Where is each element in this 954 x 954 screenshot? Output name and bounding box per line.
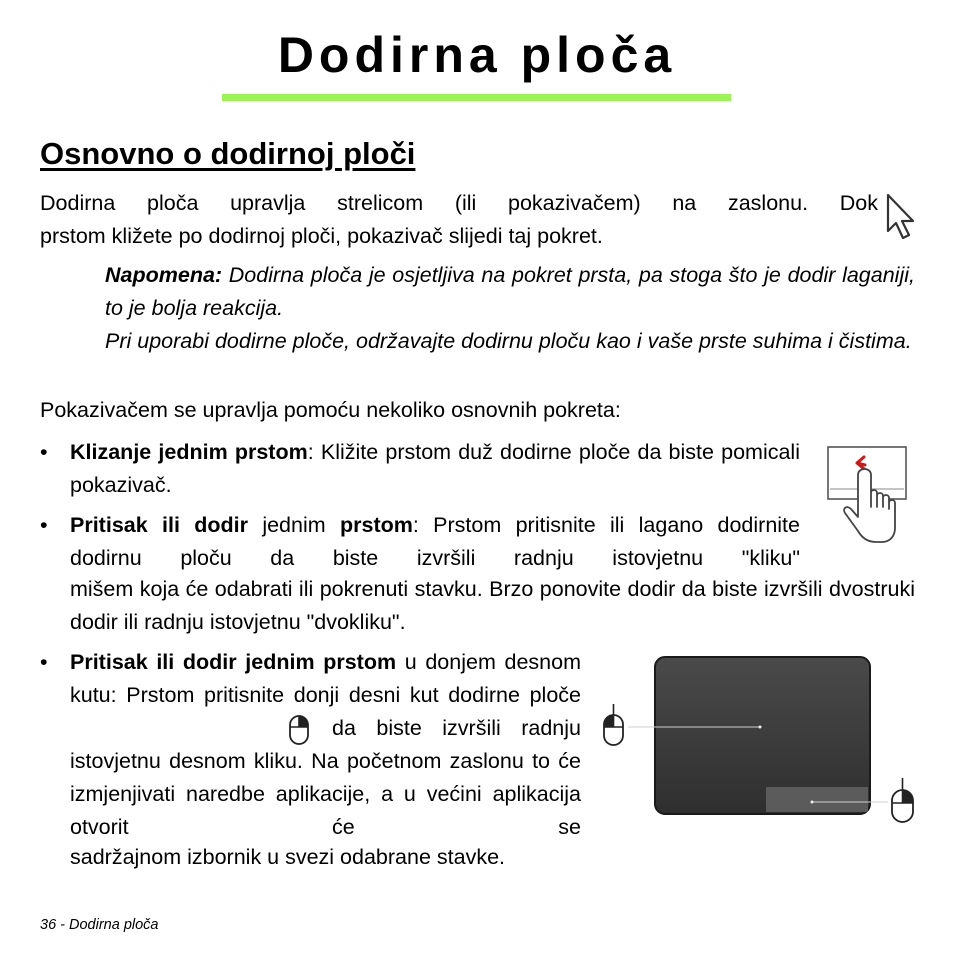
- page-title: Dodirna ploča: [277, 27, 677, 83]
- section-heading: Osnovno o dodirnoj ploči: [40, 136, 416, 171]
- mouse-icon: [892, 778, 913, 822]
- bullet-3-part-b: da biste izvršili radnju istovjetnu desnom kliku. Na početnom zaslonu to će izmjenjivati naredbe aplikacije, a u većini aplikacija otvorit će se: [70, 716, 581, 839]
- title-underline-bar: [222, 94, 731, 101]
- mouse-icon: [287, 713, 311, 747]
- bullet-2-text-a: : Prstom pritisnite ili lagano dodirnite dodirnu ploču da biste izvršili radnju istovjetnu "kliku": [70, 513, 800, 570]
- intro-line-2: prstom kližete po dodirnoj ploči, pokazivač slijedi taj pokret.: [40, 224, 603, 248]
- bullet-symbol: •: [40, 440, 48, 464]
- gestures-intro: Pokazivačem se upravlja pomoću nekoliko osnovnih pokreta:: [40, 398, 621, 422]
- bullet-1-text: : Kližite prstom duž dodirne ploče da biste pomicali pokazivač.: [70, 440, 800, 497]
- swipe-gesture-icon: [826, 445, 910, 545]
- bullet-symbol: •: [40, 650, 48, 674]
- cursor-arrow-icon: [886, 193, 916, 243]
- mouse-icon: [604, 704, 623, 745]
- note-paragraph-2: Pri uporabi dodirne ploče, održavajte dodirnu ploču kao i vaše prste suhima i čistima.: [105, 329, 912, 353]
- bullet-2-title-2: prstom: [340, 513, 413, 537]
- bullet-3-part-a: [70, 646, 581, 712]
- touchpad-illustration: [600, 652, 925, 827]
- bullet-2-mid: jednim: [248, 513, 340, 537]
- note-paragraph: [105, 259, 915, 325]
- bullet-2-part-a: [70, 509, 800, 575]
- bullet-1-title: Klizanje jednim prstom: [70, 440, 308, 464]
- bullet-3-part-c: sadržajnom izbornik u svezi odabrane stavke.: [70, 845, 505, 869]
- note-label: Napomena:: [105, 263, 223, 287]
- bullet-1: [70, 436, 800, 502]
- bullet-symbol: •: [40, 513, 48, 537]
- page-footer: 36 - Dodirna ploča: [40, 917, 159, 933]
- note-text: Dodirna ploča je osjetljiva na pokret prsta, pa stoga što je dodir laganiji, to je bolja reakcija.: [105, 263, 915, 320]
- bullet-2-title: Pritisak ili dodir: [70, 513, 248, 537]
- intro-line-1: Dodirna ploča upravlja strelicom (ili pokazivačem) na zaslonu. Dok: [40, 191, 878, 215]
- bullet-3-title: Pritisak ili dodir jednim prstom: [70, 650, 397, 674]
- bullet-2-part-b: mišem koja će odabrati ili pokrenuti stavku. Brzo ponovite dodir da biste izvršili dvostruki dodir ili radnju istovjetnu "dvokliku".: [70, 577, 915, 634]
- bullet-3-text-a: u donjem desnom kutu: Prstom pritisnite donji desni kut dodirne ploče: [70, 650, 581, 707]
